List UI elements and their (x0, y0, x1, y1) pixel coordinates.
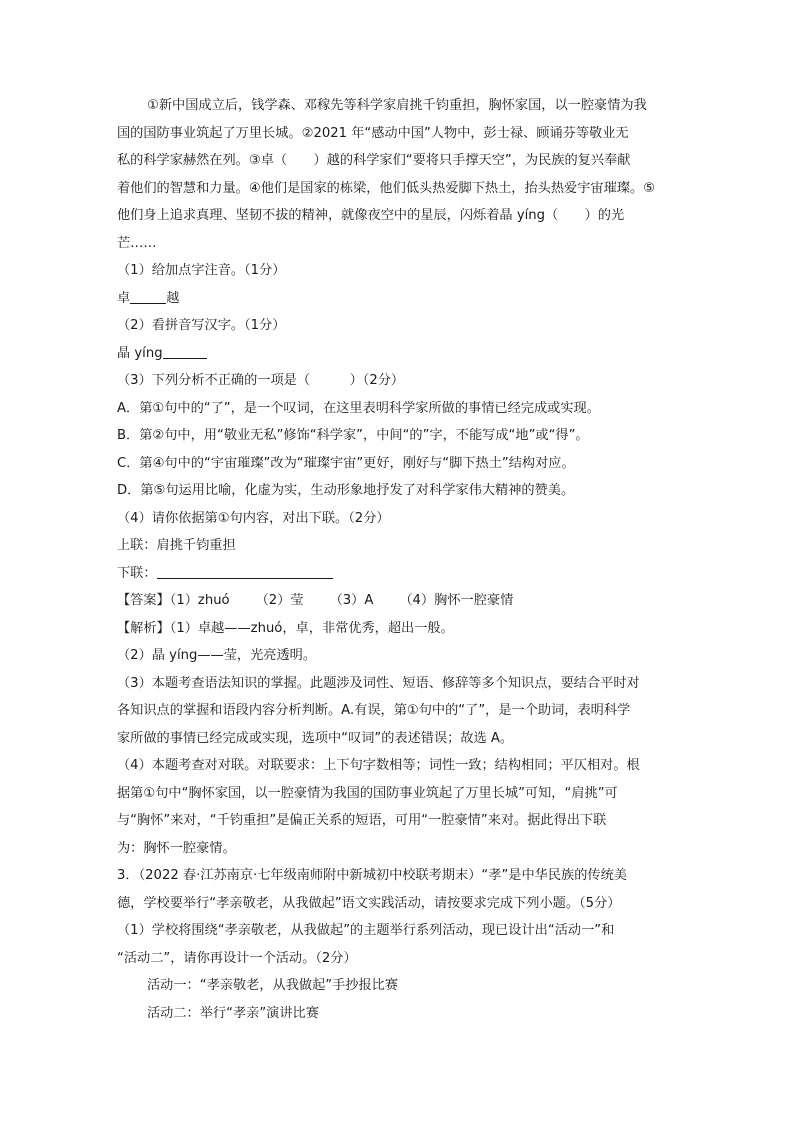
answer-item: （1）zhuó (169, 593, 230, 608)
q2-answer-blank[interactable] (163, 344, 207, 359)
lower-couplet-label: 下联： (117, 565, 157, 581)
passage-line: 芒…… (117, 235, 157, 251)
question-3-text: （1）学校将围绕“孝亲敬老，从我做起”的主题举行系列活动，现已设计出“活动一”和 (117, 923, 615, 938)
question-3-text: 德，学校要举行“孝亲敬老，从我做起”语文实践活动，请按要求完成下列小题。（5分） (117, 895, 621, 911)
option-d: D．第⑤句运用比喻，化虚为实，生动形象地抒发了对科学家伟大精神的赞美。 (117, 483, 575, 498)
question-2-answer-line (117, 340, 677, 368)
passage-line: 他们身上追求真理、坚韧不拔的精神，就像夜空中的星辰，闪烁着晶 yíng（ ）的光 (117, 208, 625, 223)
analysis-line: （3）本题考查语法知识的掌握。此题涉及词性、短语、修辞等多个知识点，要结合平时对 (117, 675, 640, 691)
answer-item: （3）A (329, 593, 374, 608)
answer-label: 【答案】 (117, 593, 170, 608)
analysis-line: （2）晶 yíng——莹，光亮透明。 (117, 648, 317, 663)
passage-line: ①新中国成立后，钱学森、邓稼先等科学家肩挑千钧重担，胸怀家国，以一腔豪情为我 (147, 98, 647, 113)
analysis-line: 为：胸怀一腔豪情。 (117, 840, 236, 856)
question-3-header: 3．（2022 春·江苏南京·七年级南师附中新城初中校联考期末）“孝”是中华民族的传统美 (117, 868, 627, 883)
analysis-line: 据第①句中“胸怀家国，以一腔豪情为我国的国防事业筑起了万里长城”可知，“肩挑”可 (117, 785, 618, 801)
answer-line (117, 587, 677, 615)
question-3-prompt: （3）下列分析不正确的一项是（ ）（2分） (117, 373, 405, 388)
activity-1: 活动一：“孝亲敬老，从我做起”手抄报比赛 (147, 978, 399, 993)
analysis-line: 与“胸怀”来对，“千钧重担”是偏正关系的短语，可用“一腔豪情”来对。据此得出下联 (117, 813, 607, 828)
q2-label: 晶 yíng (117, 345, 163, 361)
option-a: A．第①句中的“了”，是一个叹词，在这里表明科学家所做的事情已经完成或实现。 (117, 400, 600, 416)
upper-couplet: 上联：肩挑千钧重担 (117, 538, 236, 553)
lower-couplet-line (117, 560, 677, 588)
answer-item: （4）胸怀一腔豪情 (399, 593, 514, 608)
question-4-prompt: （4）请你依据第①句内容，对出下联。（2分） (117, 510, 390, 526)
question-1-answer-line (117, 285, 677, 313)
option-c: C．第④句中的“宇宙璀璨”改为“璀璨宇宙”更好，刚好与“脚下热土”结构对应。 (117, 455, 575, 471)
question-1-prompt: （1）给加点字注音。（1分） (117, 263, 286, 278)
passage (117, 92, 677, 257)
passage-line: 私的科学家赫然在列。③卓（ ）越的科学家们“要将只手撑天空”，为民族的复兴奉献 (117, 153, 631, 168)
analysis-line: （4）本题考查对对联。对联要求：上下句字数相等；词性一致；结构相同；平仄相对。根 (117, 758, 640, 773)
lower-couplet-blank[interactable] (157, 564, 333, 579)
analysis-label: 【解析】 (117, 620, 170, 636)
analysis-text: （1）卓越——zhuó，卓，非常优秀，超出一般。 (169, 620, 454, 636)
question-2-prompt: （2）看拼音写汉字。（1分） (117, 318, 286, 333)
q1-char-after: 越 (166, 290, 180, 306)
analysis-first-line (117, 615, 677, 643)
question-3-text: “活动二”，请你再设计一个活动。（2分） (117, 950, 357, 966)
passage-line: 着他们的智慧和力量。④他们是国家的栋梁，他们低头热爱脚下热土，抬头热爱宇宙璀璨。⑤ (117, 180, 655, 196)
option-b: B．第②句中，用“敬业无私”修饰“科学家”，中间“的”字，不能写成“地”或“得”。 (117, 428, 589, 443)
activity-2: 活动二：举行“孝亲”演讲比赛 (147, 1005, 319, 1021)
analysis-line: 家所做的事情已经完成或实现，选项中“叹词”的表述错误；故选 A。 (117, 730, 514, 746)
analysis-line: 各知识点的掌握和语段内容分析判断。A.有误，第①句中的“了”，是一个助词，表明科学 (117, 703, 631, 718)
document-content (117, 92, 677, 1027)
q1-char-before: 卓 (117, 290, 131, 306)
q1-answer-blank[interactable] (130, 289, 166, 304)
passage-line: 国的国防事业筑起了万里长城。②2021 年“感动中国”人物中，彭士禄、顾诵芬等敬业无 (117, 125, 629, 141)
answer-item: （2）莹 (255, 593, 304, 608)
